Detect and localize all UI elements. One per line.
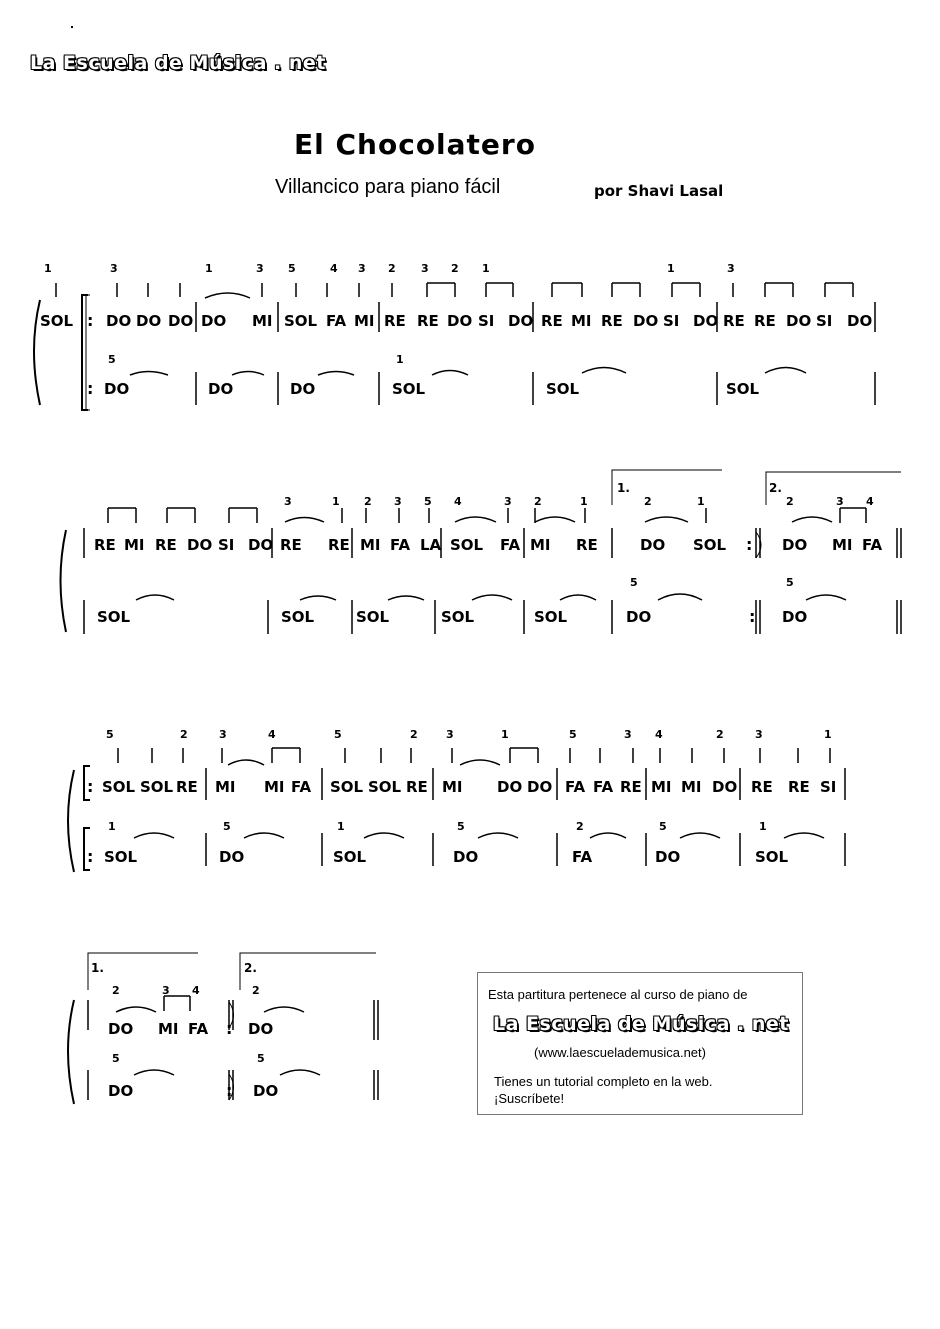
note-name: SOL [140, 778, 174, 796]
note-name: DO [290, 380, 316, 398]
repeat-sign: : [226, 1019, 233, 1038]
note-name: SOL [450, 536, 484, 554]
system-brace [68, 1000, 74, 1104]
note-name: SOL [333, 848, 367, 866]
note-name: SOL [281, 608, 315, 626]
finger-number: 5 [569, 728, 577, 741]
note-name: RE [406, 778, 428, 796]
volta-number: 2. [244, 961, 257, 975]
note-name: MI [832, 536, 853, 554]
note-name: FA [188, 1020, 209, 1038]
finger-number: 2 [364, 495, 372, 508]
finger-number: 2 [252, 984, 260, 997]
repeat-sign: : [749, 607, 756, 626]
finger-number: 1 [205, 262, 213, 275]
note-name: DO [847, 312, 873, 330]
finger-number: 5 [288, 262, 296, 275]
note-name: FA [593, 778, 614, 796]
finger-number: 2 [180, 728, 188, 741]
note-name: DO [527, 778, 553, 796]
finger-number: 2 [410, 728, 418, 741]
note-name: DO [497, 778, 523, 796]
note-name: RE [723, 312, 745, 330]
note-name: DO [693, 312, 719, 330]
note-name: DO [640, 536, 666, 554]
note-name: MI [530, 536, 551, 554]
finger-number: 1 [332, 495, 340, 508]
finger-number: 1 [337, 820, 345, 833]
finger-number: 1 [580, 495, 588, 508]
finger-number: 3 [504, 495, 512, 508]
note-name: DO [712, 778, 738, 796]
finger-number: 5 [630, 576, 638, 589]
repeat-sign: : [87, 311, 94, 330]
note-name: SOL [356, 608, 390, 626]
note-name: DO [168, 312, 194, 330]
finger-number: 2 [388, 262, 396, 275]
page-subtitle: Villancico para piano fácil [275, 176, 501, 198]
note-name: MI [158, 1020, 179, 1038]
finger-number: 5 [223, 820, 231, 833]
note-name: SOL [284, 312, 318, 330]
note-name: DO [655, 848, 681, 866]
note-name: DO [219, 848, 245, 866]
note-name: RE [155, 536, 177, 554]
note-name: DO [248, 536, 274, 554]
finger-number: 3 [755, 728, 763, 741]
note-name: FA [565, 778, 586, 796]
note-name: MI [571, 312, 592, 330]
repeat-sign: : [746, 535, 753, 554]
finger-number: 2 [451, 262, 459, 275]
repeat-sign: : [87, 847, 94, 866]
finger-number: 3 [394, 495, 402, 508]
repeat-sign: : [87, 379, 94, 398]
note-name: RE [754, 312, 776, 330]
note-name: SOL [693, 536, 727, 554]
note-name: SOL [104, 848, 138, 866]
note-name: DO [108, 1020, 134, 1038]
finger-number: 1 [501, 728, 509, 741]
note-name: RE [328, 536, 350, 554]
finger-number: 5 [457, 820, 465, 833]
note-name: SI [218, 536, 235, 554]
note-name: MI [124, 536, 145, 554]
note-name: RE [384, 312, 406, 330]
volta-number: 1. [91, 961, 104, 975]
finger-number: 2 [644, 495, 652, 508]
note-name: RE [620, 778, 642, 796]
note-name: DO [208, 380, 234, 398]
note-name: DO [248, 1020, 274, 1038]
finger-number: 4 [655, 728, 663, 741]
note-name: DO [786, 312, 812, 330]
finger-number: 5 [108, 353, 116, 366]
system-brace [68, 770, 74, 872]
finger-number: 3 [421, 262, 429, 275]
note-name: SOL [441, 608, 475, 626]
note-name: LA [420, 536, 442, 554]
note-name: SOL [546, 380, 580, 398]
finger-number: 2 [716, 728, 724, 741]
note-name: RE [576, 536, 598, 554]
finger-number: 2 [112, 984, 120, 997]
note-name: SI [478, 312, 495, 330]
site-logo: La Escuela de Música . net [30, 52, 326, 74]
finger-number: 4 [192, 984, 200, 997]
note-name: DO [187, 536, 213, 554]
finger-number: 5 [659, 820, 667, 833]
note-name: SOL [330, 778, 364, 796]
finger-number: 1 [482, 262, 490, 275]
note-name: DO [447, 312, 473, 330]
note-name: SOL [392, 380, 426, 398]
note-name: MI [681, 778, 702, 796]
note-name: DO [106, 312, 132, 330]
info-box-logo: La Escuela de Música . net [493, 1013, 789, 1035]
finger-number: 3 [219, 728, 227, 741]
note-stems [56, 283, 853, 297]
note-name: FA [291, 778, 312, 796]
repeat-sign: : [87, 777, 94, 796]
note-name: SI [816, 312, 833, 330]
note-name: SOL [102, 778, 136, 796]
finger-number: 3 [358, 262, 366, 275]
note-name: RE [751, 778, 773, 796]
info-url[interactable]: (www.laescuelademusica.net) [534, 1045, 706, 1060]
note-name: MI [264, 778, 285, 796]
finger-number: 5 [424, 495, 432, 508]
finger-number: 1 [759, 820, 767, 833]
finger-number: 2 [576, 820, 584, 833]
volta-bracket [88, 953, 198, 990]
note-name: SOL [368, 778, 402, 796]
finger-number: 3 [256, 262, 264, 275]
note-name: FA [572, 848, 593, 866]
finger-number: 4 [866, 495, 874, 508]
note-name: RE [788, 778, 810, 796]
finger-number: 3 [727, 262, 735, 275]
author-credit: por Shavi Lasal [594, 182, 724, 200]
note-name: DO [104, 380, 130, 398]
finger-number: 3 [836, 495, 844, 508]
finger-number: 1 [697, 495, 705, 508]
finger-number: 2 [786, 495, 794, 508]
finger-number: 3 [284, 495, 292, 508]
note-name: FA [500, 536, 521, 554]
note-name: SOL [97, 608, 131, 626]
finger-number: 1 [108, 820, 116, 833]
info-box [477, 972, 803, 1115]
note-name: SOL [534, 608, 568, 626]
note-name: SOL [40, 312, 74, 330]
note-name: MI [354, 312, 375, 330]
note-name: DO [136, 312, 162, 330]
note-name: MI [442, 778, 463, 796]
note-name: RE [94, 536, 116, 554]
finger-number: 4 [454, 495, 462, 508]
note-stems [108, 508, 866, 523]
page-title: El Chocolatero [294, 128, 536, 161]
finger-number: 4 [330, 262, 338, 275]
finger-number: 3 [446, 728, 454, 741]
finger-number: 5 [106, 728, 114, 741]
note-name: SOL [755, 848, 789, 866]
info-line-1: Esta partitura pertenece al curso de piano de [488, 987, 748, 1002]
finger-number: 5 [257, 1052, 265, 1065]
note-name: SI [663, 312, 680, 330]
note-name: FA [326, 312, 347, 330]
volta-number: 1. [617, 481, 630, 495]
note-name: DO [626, 608, 652, 626]
note-name: DO [108, 1082, 134, 1100]
finger-number: 3 [110, 262, 118, 275]
note-name: MI [651, 778, 672, 796]
finger-number: 5 [786, 576, 794, 589]
note-stems [164, 996, 190, 1011]
note-name: RE [280, 536, 302, 554]
finger-number: 5 [334, 728, 342, 741]
note-name: MI [360, 536, 381, 554]
info-line-4: ¡Suscríbete! [494, 1091, 565, 1106]
note-name: DO [453, 848, 479, 866]
system-brace [61, 530, 67, 632]
note-name: DO [508, 312, 534, 330]
note-name: MI [215, 778, 236, 796]
finger-number: 3 [162, 984, 170, 997]
note-name: FA [390, 536, 411, 554]
note-name: DO [782, 608, 808, 626]
note-name: DO [201, 312, 227, 330]
finger-number: 1 [824, 728, 832, 741]
note-name: SOL [726, 380, 760, 398]
note-name: RE [417, 312, 439, 330]
note-name: DO [253, 1082, 279, 1100]
note-name: RE [541, 312, 563, 330]
finger-number: 3 [624, 728, 632, 741]
note-name: MI [252, 312, 273, 330]
note-name: DO [633, 312, 659, 330]
note-name: SI [820, 778, 837, 796]
note-name: DO [782, 536, 808, 554]
finger-number: 1 [44, 262, 52, 275]
note-name: FA [862, 536, 883, 554]
finger-number: 4 [268, 728, 276, 741]
repeat-sign: : [226, 1081, 233, 1100]
volta-number: 2. [769, 481, 782, 495]
volta-bracket [240, 953, 376, 990]
finger-number: 5 [112, 1052, 120, 1065]
finger-number: 1 [396, 353, 404, 366]
note-name: RE [601, 312, 623, 330]
finger-number: 1 [667, 262, 675, 275]
note-name: RE [176, 778, 198, 796]
info-line-3: Tienes un tutorial completo en la web. [494, 1074, 713, 1089]
finger-number: 2 [534, 495, 542, 508]
